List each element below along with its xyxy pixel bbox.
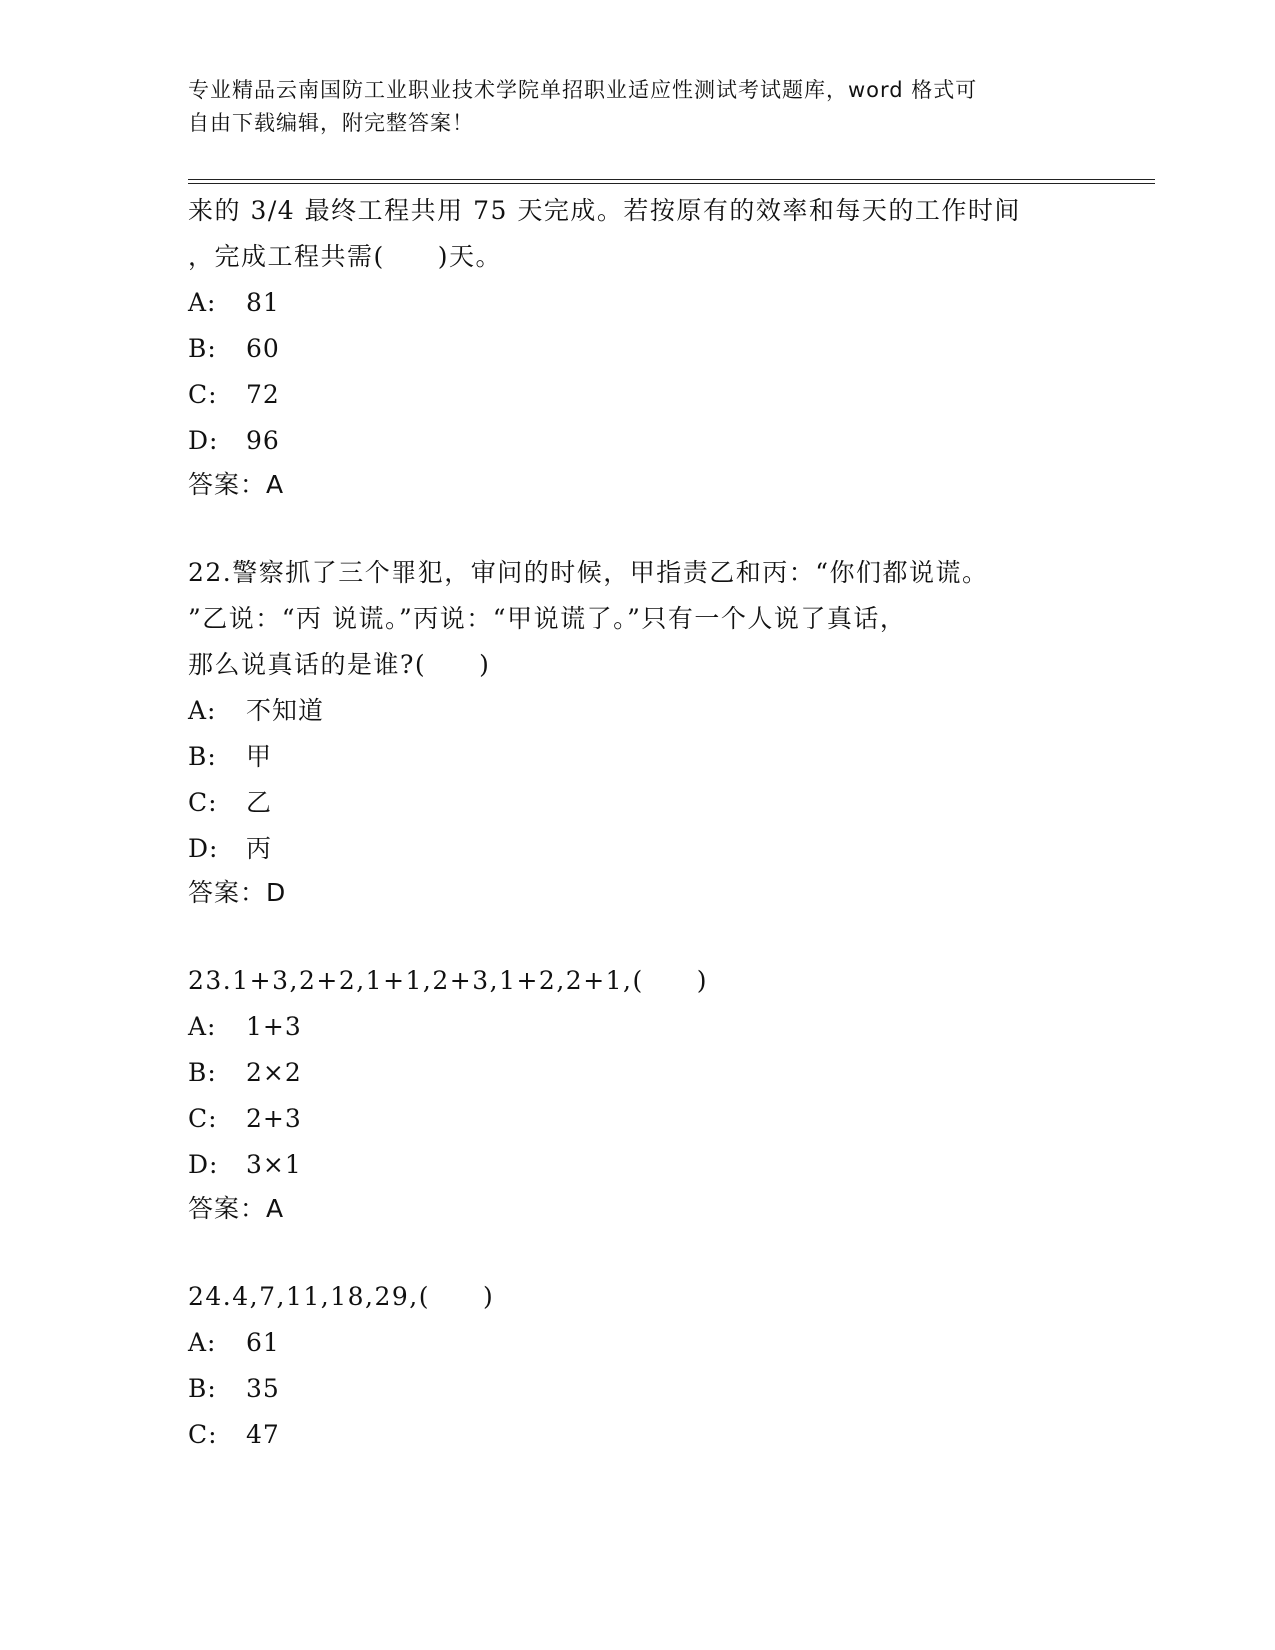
option-a [188, 1320, 1128, 1366]
option-d [188, 826, 1128, 872]
answer-line: 答案：A [188, 470, 285, 499]
option-letter: C: [188, 1104, 218, 1133]
option-value: 3×1 [246, 1150, 302, 1179]
option-letter: A: [188, 1012, 217, 1041]
option-letter: C: [188, 380, 218, 409]
question-text-line: 24.4,7,11,18,29,( ) [188, 1282, 495, 1311]
option-value: 2×2 [246, 1058, 302, 1087]
header-divider [188, 179, 1155, 184]
option-b [188, 734, 1128, 780]
question-text-line: ”乙说：“丙 说谎。”丙说：“甲说谎了。”只有一个人说了真话， [188, 604, 907, 633]
option-d [188, 418, 1128, 464]
option-a [188, 280, 1128, 326]
option-b [188, 1050, 1128, 1096]
header-line-2: 自由下载编辑，附完整答案！ [188, 111, 474, 135]
option-value: 81 [246, 288, 280, 317]
option-letter: B: [188, 1058, 217, 1087]
answer-line: 答案：A [188, 1194, 285, 1223]
option-value: 2+3 [246, 1104, 302, 1133]
option-value: 61 [246, 1328, 280, 1357]
option-letter: A: [188, 1328, 217, 1357]
option-a [188, 1004, 1128, 1050]
option-c [188, 1096, 1128, 1142]
question-text-line: 那么说真话的是谁?( ) [188, 650, 491, 679]
option-letter: A: [188, 288, 217, 317]
question-text-line: 22.警察抓了三个罪犯，审问的时候，甲指责乙和丙：“你们都说谎。 [188, 558, 989, 587]
question-item [188, 188, 1128, 506]
question-text-line: ，完成工程共需( )天。 [188, 242, 503, 271]
option-c [188, 1412, 1128, 1458]
header-line-1: 专业精品云南国防工业职业技术学院单招职业适应性测试考试题库，word 格式可 [188, 78, 978, 102]
option-c [188, 372, 1128, 418]
answer-line: 答案：D [188, 878, 287, 907]
option-letter: B: [188, 334, 217, 363]
option-value: 不知道 [246, 696, 325, 725]
option-letter: D: [188, 834, 219, 863]
option-letter: B: [188, 742, 217, 771]
option-letter: D: [188, 1150, 219, 1179]
option-value: 96 [246, 426, 280, 455]
option-value: 47 [246, 1420, 280, 1449]
option-value: 乙 [246, 788, 273, 817]
question-list [188, 188, 1128, 1458]
option-b [188, 1366, 1128, 1412]
option-value: 丙 [246, 834, 273, 863]
option-letter: C: [188, 1420, 218, 1449]
question-item [188, 958, 1128, 1230]
option-d [188, 1142, 1128, 1188]
option-c [188, 780, 1128, 826]
option-value: 35 [246, 1374, 280, 1403]
option-value: 1+3 [246, 1012, 302, 1041]
option-value: 72 [246, 380, 280, 409]
option-value: 60 [246, 334, 280, 363]
option-letter: D: [188, 426, 219, 455]
option-letter: B: [188, 1374, 217, 1403]
option-b [188, 326, 1128, 372]
option-letter: C: [188, 788, 218, 817]
page-header [188, 74, 1088, 140]
option-letter: A: [188, 696, 217, 725]
question-item [188, 1274, 1128, 1458]
question-text-line: 来的 3/4 最终工程共用 75 天完成。若按原有的效率和每天的工作时间 [188, 196, 1021, 225]
question-item [188, 550, 1128, 914]
question-text-line: 23.1+3,2+2,1+1,2+3,1+2,2+1,( ) [188, 966, 708, 995]
option-a [188, 688, 1128, 734]
option-value: 甲 [246, 742, 273, 771]
